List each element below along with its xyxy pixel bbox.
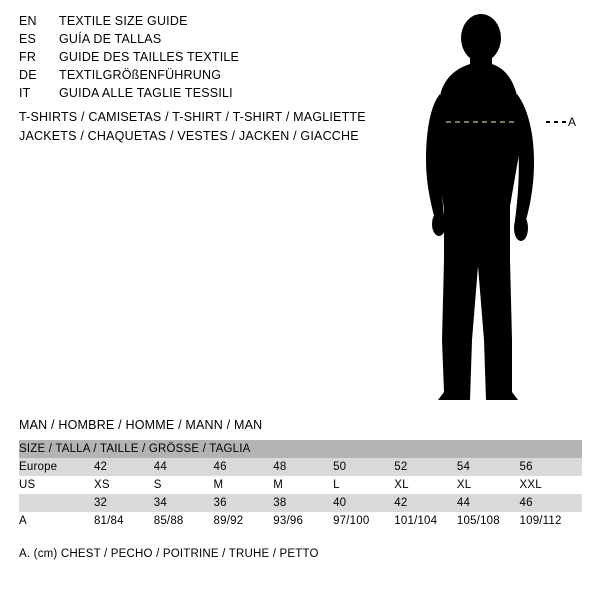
table-row [19,494,582,512]
table-cell: 42 [94,458,154,476]
table-row [19,512,582,530]
row-label [19,494,94,512]
male-silhouette-figure [400,10,600,410]
table-cell: 42 [394,494,457,512]
table-cell: 44 [457,494,520,512]
table-cell: 105/108 [457,512,520,530]
footnote: A. (cm) CHEST / PECHO / POITRINE / TRUHE / PETTO [19,548,319,560]
table-cell: S [154,476,214,494]
language-list [19,14,399,104]
table-cell: 85/88 [154,512,214,530]
row-label: Europe [19,458,94,476]
row-label: A [19,512,94,530]
table-cell: M [214,476,274,494]
table-cell: 50 [333,458,394,476]
language-row [19,14,399,32]
table-cell: XL [457,476,520,494]
table-row [19,476,582,494]
table-cell: 46 [214,458,274,476]
table-cell: 38 [273,494,333,512]
table-cell: XL [394,476,457,494]
language-row [19,86,399,104]
table-header-label: SIZE / TALLA / TAILLE / GRÖSSE / TAGLIA [19,440,582,458]
table-title: MAN / HOMBRE / HOMME / MANN / MAN [19,418,263,432]
table-cell: 46 [520,494,583,512]
language-text: TEXTILGRÖßENFÜHRUNG [59,68,222,82]
category-list [19,110,439,148]
language-code: IT [19,86,31,100]
table-cell: M [273,476,333,494]
table-cell: 89/92 [214,512,274,530]
language-text: TEXTILE SIZE GUIDE [59,14,188,28]
table-cell: 93/96 [273,512,333,530]
language-code: EN [19,14,37,28]
language-code: ES [19,32,37,46]
table-cell: 101/104 [394,512,457,530]
language-code: DE [19,68,37,82]
table-cell: 32 [94,494,154,512]
table-cell: L [333,476,394,494]
measure-marker-label: A [568,115,577,129]
table-cell: XXL [520,476,583,494]
row-label: US [19,476,94,494]
language-code: FR [19,50,37,64]
silhouette-icon [400,10,600,410]
language-row [19,68,399,86]
language-text: GUIDA ALLE TAGLIE TESSILI [59,86,233,100]
table-cell: 56 [520,458,583,476]
table-cell: 109/112 [520,512,583,530]
language-text: GUÍA DE TALLAS [59,32,162,46]
table-row [19,458,582,476]
table-cell: 44 [154,458,214,476]
table-row-header [19,440,582,458]
language-text: GUIDE DES TAILLES TEXTILE [59,50,240,64]
table-cell: XS [94,476,154,494]
size-table [19,440,582,530]
table-cell: 54 [457,458,520,476]
table-cell: 48 [273,458,333,476]
table-cell: 36 [214,494,274,512]
category-tshirts: T-SHIRTS / CAMISETAS / T-SHIRT / T-SHIRT / MAGLIETTE [19,110,366,124]
category-jackets: JACKETS / CHAQUETAS / VESTES / JACKEN / GIACCHE [19,129,359,143]
table-cell: 40 [333,494,394,512]
table-cell: 97/100 [333,512,394,530]
table-cell: 81/84 [94,512,154,530]
table-cell: 52 [394,458,457,476]
language-row [19,32,399,50]
language-row [19,50,399,68]
table-cell: 34 [154,494,214,512]
measure-leader-icon [546,121,566,123]
